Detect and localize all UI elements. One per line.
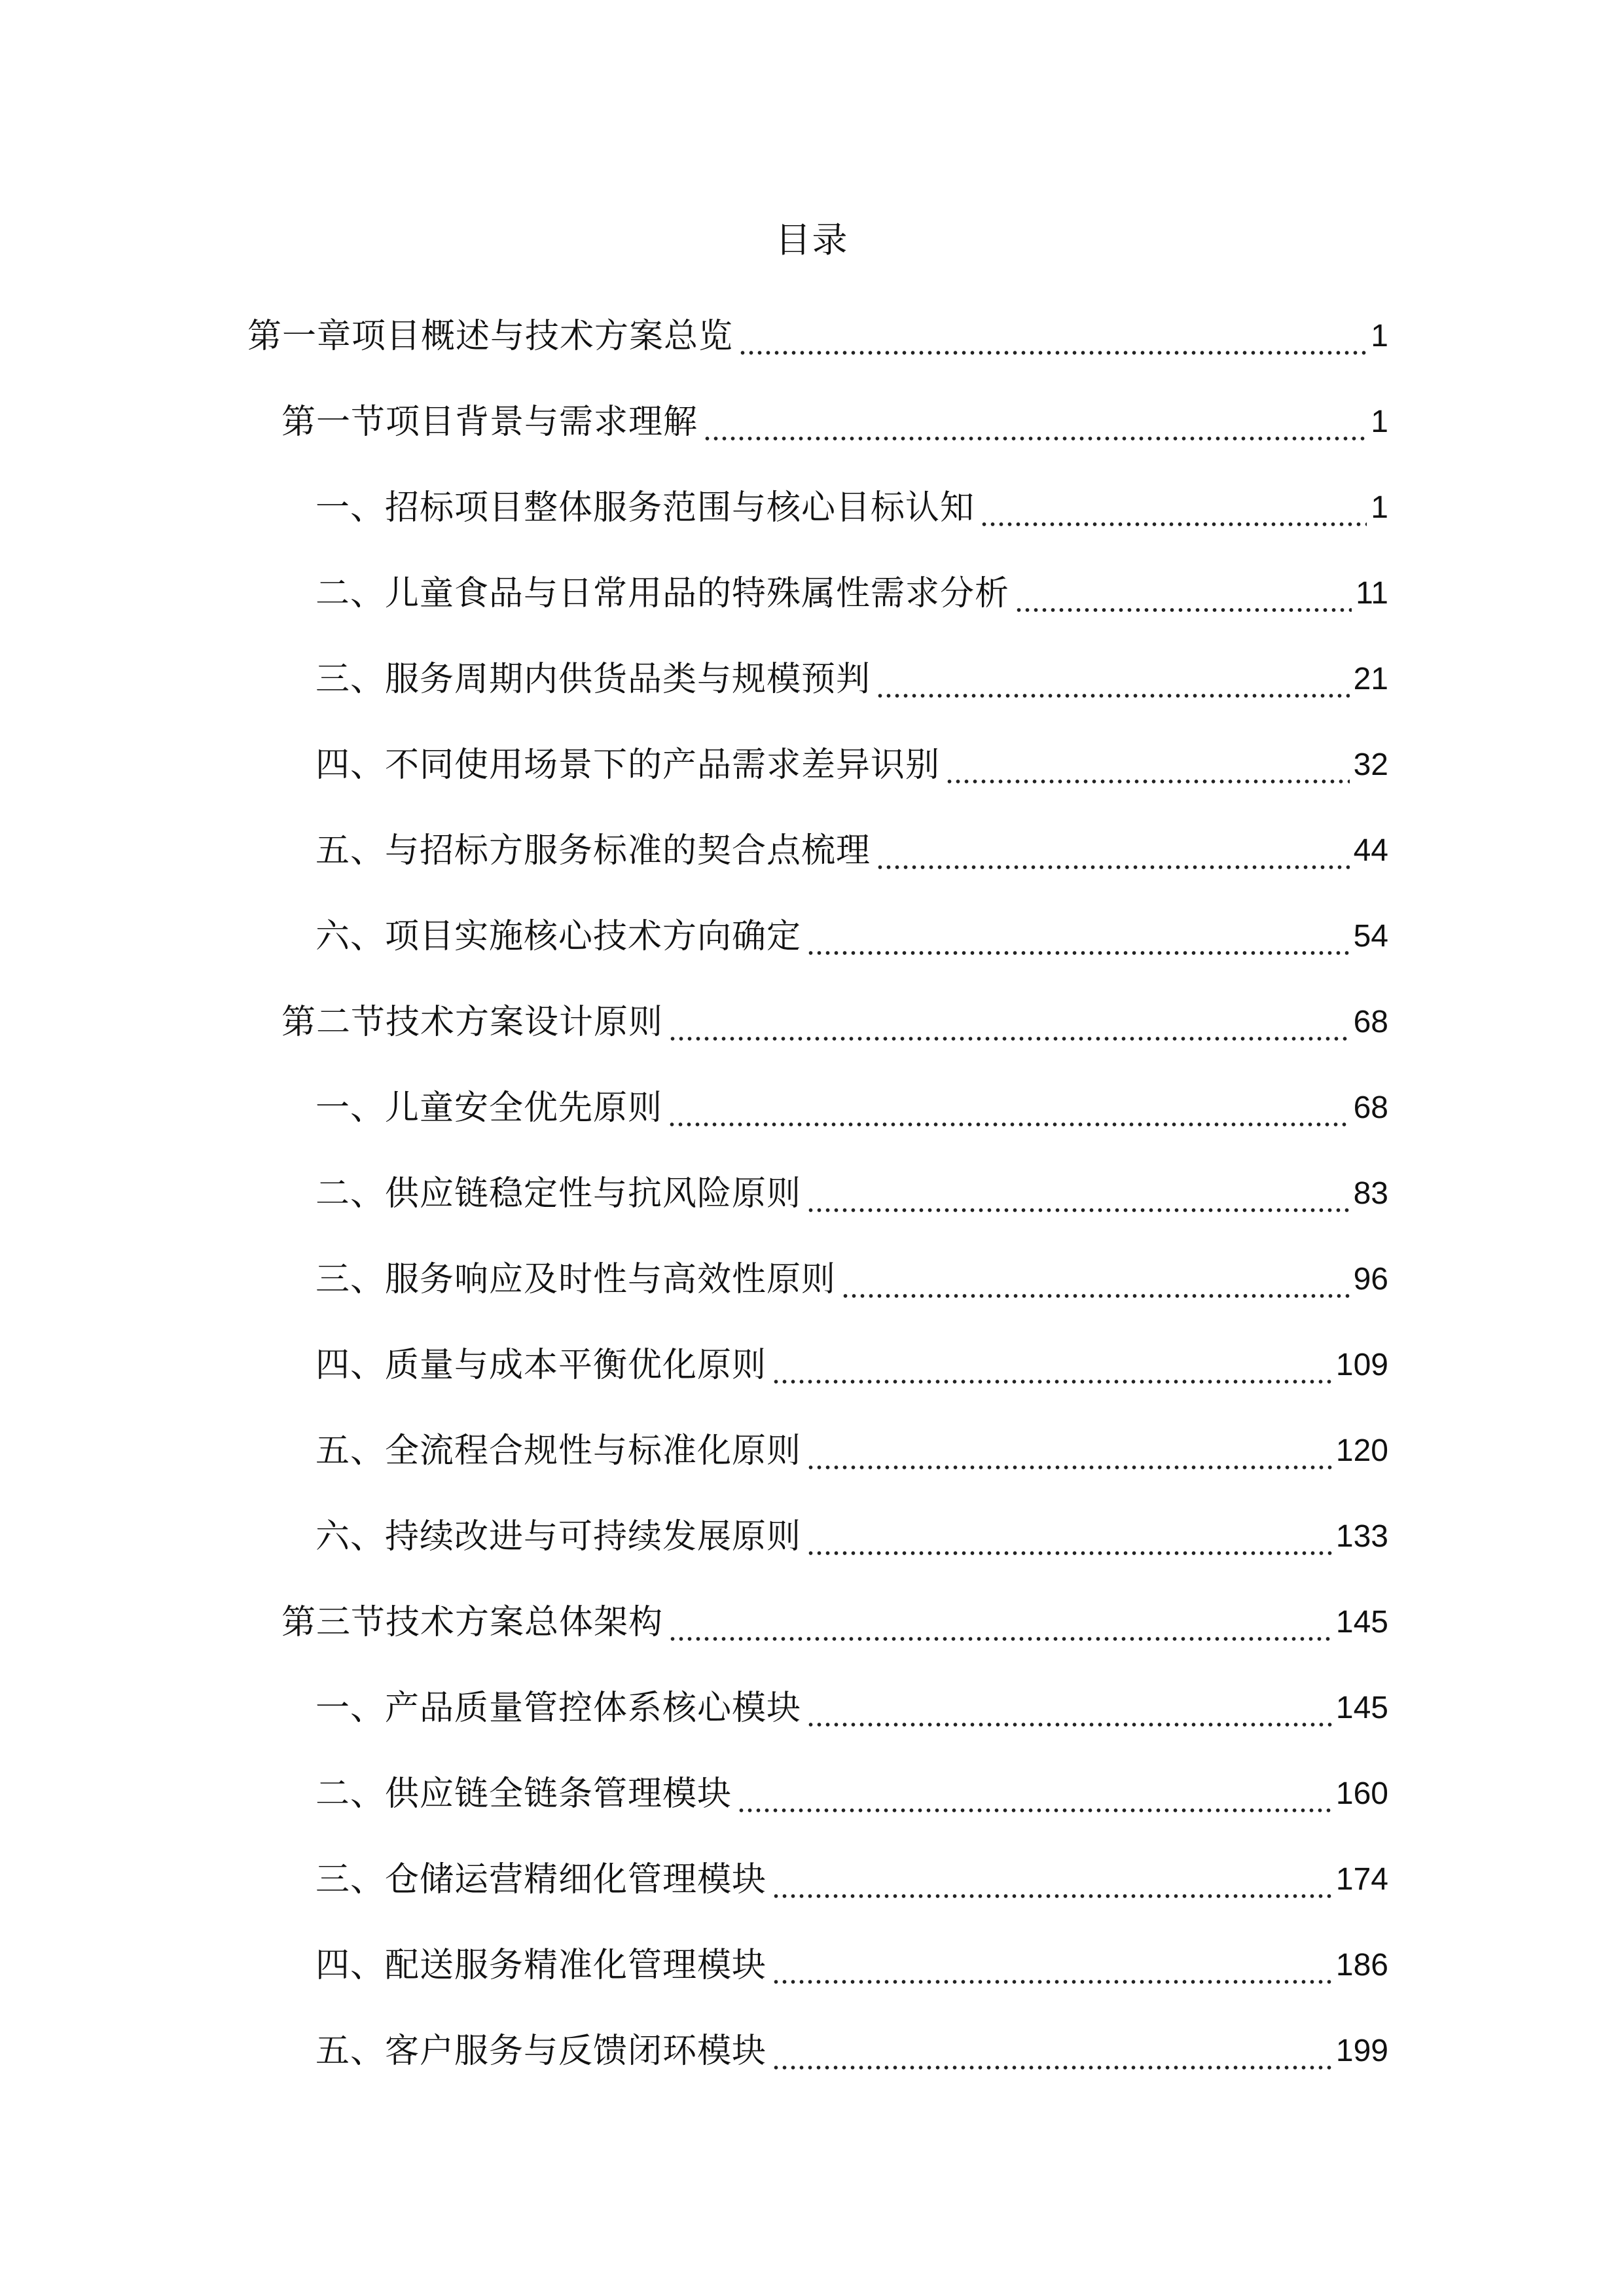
- toc-page-number: 145: [1335, 1604, 1388, 1640]
- toc-entry[interactable]: [0, 1837, 1624, 1922]
- toc-entry-text: 一、儿童安全优先原则: [316, 1088, 663, 1128]
- toc-dot-leader: [1015, 567, 1352, 620]
- toc-page-number: 160: [1335, 1776, 1388, 1811]
- table-of-contents: [0, 293, 1624, 2094]
- toc-dot-leader: [806, 1168, 1350, 1220]
- toc-entry[interactable]: [0, 1151, 1624, 1236]
- toc-entry-text: 三、仓储运营精细化管理模块: [316, 1859, 767, 1899]
- toc-page-number: 96: [1353, 1261, 1388, 1297]
- toc-entry-row: [0, 1768, 1624, 1820]
- toc-dot-leader: [945, 739, 1350, 791]
- toc-page-number: 1: [1371, 490, 1388, 525]
- toc-entry-text: 第三节技术方案总体架构: [281, 1602, 664, 1642]
- toc-entry[interactable]: [0, 465, 1624, 550]
- toc-entry[interactable]: [0, 1751, 1624, 1837]
- toc-entry-row: [0, 1939, 1624, 1992]
- toc-entry[interactable]: [0, 1922, 1624, 2008]
- toc-entry-row: [0, 653, 1624, 706]
- toc-page-number: 186: [1335, 1947, 1388, 1982]
- toc-entry-text: 四、质量与成本平衡优化原则: [316, 1345, 767, 1385]
- toc-dot-leader: [738, 310, 1367, 363]
- toc-page-number: 44: [1353, 833, 1388, 868]
- toc-dot-leader: [806, 1682, 1332, 1734]
- toc-page-number: 145: [1335, 1690, 1388, 1725]
- toc-dot-leader: [806, 1511, 1332, 1563]
- toc-entry[interactable]: [0, 636, 1624, 722]
- toc-entry[interactable]: [0, 722, 1624, 808]
- toc-entry[interactable]: [0, 550, 1624, 636]
- toc-dot-leader: [772, 1854, 1332, 1906]
- toc-entry[interactable]: [0, 1236, 1624, 1322]
- toc-dot-leader: [772, 2025, 1332, 2077]
- toc-entry-row: [0, 996, 1624, 1049]
- toc-dot-leader: [876, 653, 1350, 706]
- toc-page-number: 83: [1353, 1175, 1388, 1211]
- toc-entry[interactable]: [0, 893, 1624, 979]
- toc-entry-text: 第二节技术方案设计原则: [281, 1002, 664, 1042]
- toc-page-number: 1: [1371, 318, 1388, 353]
- toc-entry-text: 第一章项目概述与技术方案总览: [247, 316, 734, 356]
- toc-entry-row: [0, 1682, 1624, 1734]
- toc-entry[interactable]: [0, 979, 1624, 1065]
- toc-dot-leader: [703, 396, 1367, 448]
- toc-entry-text: 六、项目实施核心技术方向确定: [316, 916, 802, 956]
- toc-page-number: 120: [1335, 1433, 1388, 1468]
- toc-entry-text: 四、不同使用场景下的产品需求差异识别: [316, 745, 941, 785]
- toc-entry-row: [0, 1082, 1624, 1134]
- toc-entry-row: [0, 1168, 1624, 1220]
- toc-page-number: 32: [1353, 747, 1388, 782]
- toc-page-number: 133: [1335, 1518, 1388, 1554]
- toc-dot-leader: [668, 1082, 1350, 1134]
- toc-page-number: 109: [1335, 1347, 1388, 1382]
- toc-page-number: 21: [1353, 661, 1388, 696]
- toc-dot-leader: [876, 825, 1350, 877]
- toc-entry-row: [0, 2025, 1624, 2077]
- toc-entry[interactable]: [0, 808, 1624, 893]
- toc-entry[interactable]: [0, 1579, 1624, 1665]
- toc-entry-text: 三、服务周期内供货品类与规模预判: [316, 659, 871, 699]
- toc-entry[interactable]: [0, 2008, 1624, 2094]
- toc-dot-leader: [772, 1939, 1332, 1992]
- toc-page-number: 68: [1353, 1004, 1388, 1039]
- toc-entry-row: [0, 1854, 1624, 1906]
- toc-entry-text: 二、儿童食品与日常用品的特殊属性需求分析: [316, 573, 1010, 613]
- toc-page-number: 1: [1371, 404, 1388, 439]
- toc-dot-leader: [806, 1425, 1332, 1477]
- toc-entry-text: 五、全流程合规性与标准化原则: [316, 1431, 802, 1471]
- toc-dot-leader: [668, 996, 1350, 1049]
- toc-entry[interactable]: [0, 379, 1624, 465]
- toc-title: 目录: [775, 219, 849, 260]
- toc-entry-text: 五、客户服务与反馈闭环模块: [316, 2031, 767, 2071]
- toc-entry-text: 四、配送服务精准化管理模块: [316, 1945, 767, 1985]
- toc-entry-row: [0, 739, 1624, 791]
- toc-entry-text: 三、服务响应及时性与高效性原则: [316, 1259, 837, 1299]
- toc-entry-row: [0, 310, 1624, 363]
- toc-entry-row: [0, 910, 1624, 963]
- toc-entry-row: [0, 396, 1624, 448]
- toc-entry-row: [0, 1253, 1624, 1306]
- toc-entry-text: 一、产品质量管控体系核心模块: [316, 1688, 802, 1728]
- toc-dot-leader: [980, 482, 1367, 534]
- toc-page-number: 11: [1356, 575, 1388, 611]
- toc-entry-row: [0, 482, 1624, 534]
- toc-entry-text: 二、供应链稳定性与抗风险原则: [316, 1174, 802, 1213]
- toc-entry[interactable]: [0, 293, 1624, 379]
- toc-entry-text: 一、招标项目整体服务范围与核心目标认知: [316, 488, 975, 528]
- toc-page-number: 54: [1353, 918, 1388, 954]
- toc-entry[interactable]: [0, 1408, 1624, 1494]
- toc-entry[interactable]: [0, 1494, 1624, 1579]
- toc-page-number: 174: [1335, 1861, 1388, 1897]
- toc-entry-row: [0, 1339, 1624, 1391]
- toc-entry[interactable]: [0, 1322, 1624, 1408]
- toc-entry-text: 五、与招标方服务标准的契合点梳理: [316, 831, 871, 870]
- toc-entry-text: 第一节项目背景与需求理解: [281, 402, 698, 442]
- toc-dot-leader: [772, 1339, 1332, 1391]
- toc-entry-row: [0, 1425, 1624, 1477]
- toc-dot-leader: [806, 910, 1350, 963]
- toc-entry-row: [0, 567, 1624, 620]
- toc-entry-text: 二、供应链全链条管理模块: [316, 1774, 732, 1814]
- toc-dot-leader: [668, 1596, 1332, 1649]
- toc-entry[interactable]: [0, 1065, 1624, 1151]
- toc-dot-leader: [841, 1253, 1350, 1306]
- toc-entry-text: 六、持续改进与可持续发展原则: [316, 1516, 802, 1556]
- toc-page-number: 68: [1353, 1090, 1388, 1125]
- toc-entry-row: [0, 1596, 1624, 1649]
- toc-entry-row: [0, 1511, 1624, 1563]
- toc-dot-leader: [737, 1768, 1332, 1820]
- toc-page-number: 199: [1335, 2033, 1388, 2068]
- toc-entry-row: [0, 825, 1624, 877]
- toc-entry[interactable]: [0, 1665, 1624, 1751]
